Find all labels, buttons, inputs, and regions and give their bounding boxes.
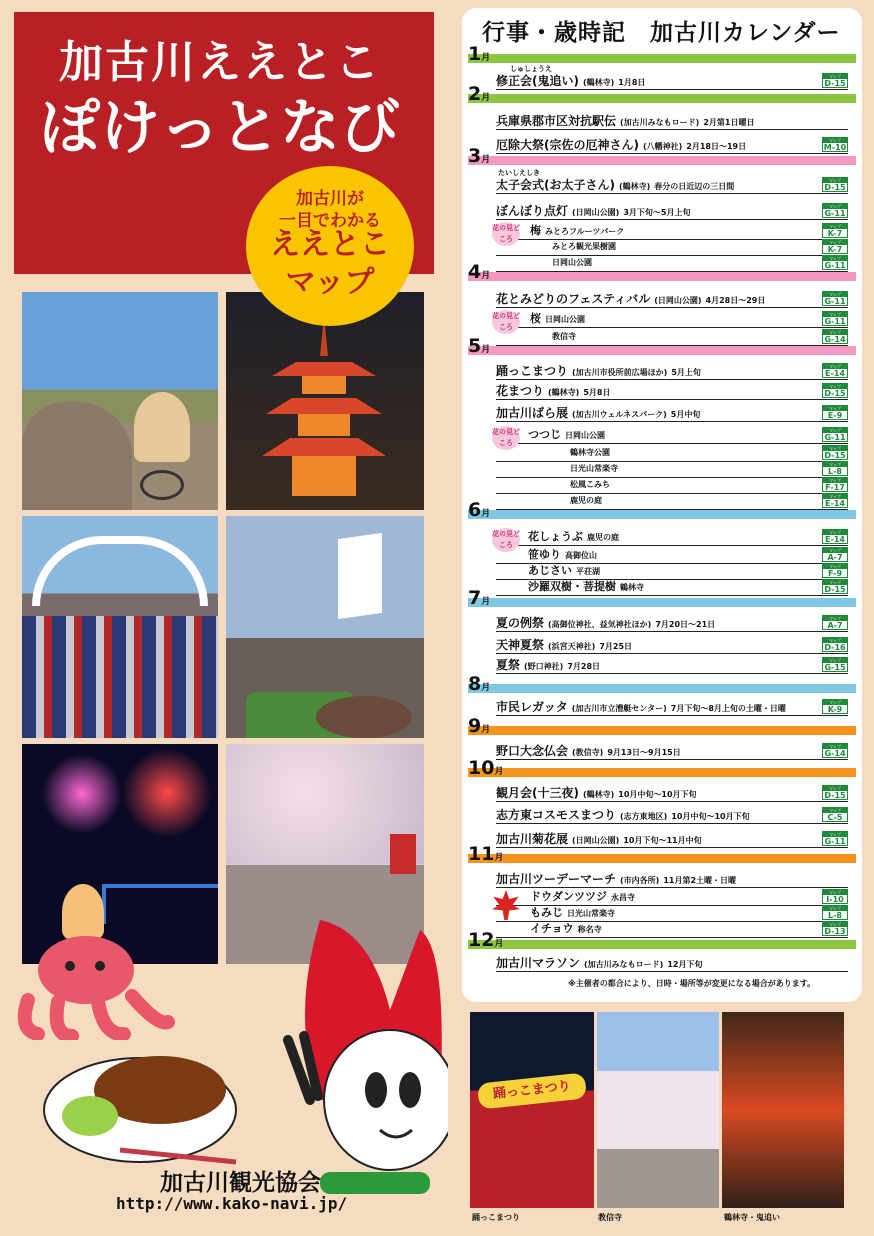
event-place: (日岡山公園): [572, 836, 620, 845]
organization-name: 加古川観光協会: [160, 1170, 321, 1196]
bicycle-icon: [140, 470, 184, 500]
map-badge-text: 加古川が 一目でわかる: [279, 189, 381, 231]
runners-crowd: [22, 616, 218, 738]
month-label-jul: 7月: [468, 587, 491, 609]
event-underline: [496, 715, 848, 716]
event-underline: [496, 673, 848, 674]
event-place: (鶴林寺): [548, 388, 580, 397]
event-date: 11月第2土曜・日曜: [663, 876, 737, 885]
map-reference-badge[interactable]: マップ A-7: [822, 547, 848, 562]
month-bar-sep: [468, 726, 856, 735]
event-date: 12月下旬: [667, 960, 703, 969]
festival-banner: 踊っこまつり: [477, 1072, 587, 1109]
event-underline: [496, 595, 848, 596]
event-row: [548, 256, 592, 270]
event-name: 加古川ツーデーマーチ: [496, 872, 617, 886]
event-place: 鹿児の庭: [587, 533, 619, 542]
event-underline: [496, 493, 848, 494]
flower-viewing-tag: 花の見どころ: [492, 426, 520, 450]
event-row: [566, 494, 602, 508]
month-bar-aug: [468, 684, 856, 693]
map-reference-badge[interactable]: マップ L-8: [822, 461, 848, 476]
event-place: 鶴林寺: [620, 583, 644, 592]
map-reference-badge[interactable]: マップ D-15: [822, 177, 848, 192]
event-name: 夏祭: [496, 658, 521, 672]
event-underline: [496, 653, 848, 654]
map-reference-badge[interactable]: マップ E-14: [822, 493, 848, 508]
event-place: (加古川みなもロード): [584, 960, 664, 969]
event-place: (野口神社): [524, 662, 564, 671]
event-row: [496, 832, 702, 848]
map-reference-badge[interactable]: マップ F-17: [822, 477, 848, 492]
website-link[interactable]: http://www.kako-navi.jp/: [116, 1194, 348, 1213]
march-flag: [338, 533, 382, 619]
event-row: [496, 406, 700, 422]
event-name: 志方東コスモスまつり: [496, 808, 617, 822]
title-line2: ぽけっとなび: [40, 93, 400, 163]
map-reference-badge[interactable]: マップ G-11: [822, 255, 848, 270]
event-place: (鶴林寺): [582, 78, 615, 87]
event-name: 加古川菊花展: [496, 832, 569, 846]
event-name: 花まつり: [496, 384, 545, 398]
event-underline: [496, 345, 848, 346]
map-reference-badge[interactable]: マップ G-11: [822, 291, 848, 306]
event-name: つつじ: [528, 428, 561, 441]
month-label-jun: 6月: [468, 499, 491, 521]
flower-viewing-tag: 花の見どころ: [492, 222, 520, 246]
ruby-taishi: たいしえしき: [498, 169, 540, 177]
event-underline: [496, 219, 848, 220]
event-row: [496, 700, 786, 716]
event-name: 踊っこまつり: [496, 364, 569, 378]
event-row: [528, 548, 597, 563]
event-row: [496, 638, 632, 654]
event-underline: [496, 461, 848, 462]
event-row: [566, 478, 610, 492]
event-name: 沙羅双樹・菩提樹: [528, 580, 616, 593]
map-reference-badge[interactable]: マップ F-9: [822, 563, 848, 578]
event-place: (日岡山公園): [572, 208, 620, 217]
event-place: 高御位山: [565, 551, 597, 560]
event-place: 鹿児の庭: [570, 496, 602, 505]
event-underline: [496, 153, 848, 154]
event-row: [496, 786, 697, 802]
event-date: 2月第1日曜日: [703, 118, 755, 127]
month-bar-oct: [468, 768, 856, 777]
event-underline: [496, 271, 848, 272]
map-reference-badge[interactable]: マップ G-15: [822, 657, 848, 672]
flower-viewing-tag: 花の見どころ: [492, 310, 520, 334]
event-place: (浜宮天神社): [548, 642, 596, 651]
event-row: [528, 580, 644, 595]
event-underline: [496, 759, 848, 760]
map-reference-badge[interactable]: マップ G-11: [822, 203, 848, 218]
event-date: 5月上旬: [671, 368, 701, 377]
map-reference-badge[interactable]: マップ L-8: [822, 905, 848, 920]
mascot-character: [280, 900, 448, 1200]
flower-viewing-tag: 花の見どころ: [492, 528, 520, 552]
map-reference-badge[interactable]: マップ G-11: [822, 427, 848, 442]
rock-shape: [22, 402, 132, 510]
event-place: 日光山常楽寺: [567, 909, 615, 918]
event-place: 平荘湖: [576, 567, 600, 576]
event-row: [528, 564, 600, 579]
event-name: イチョウ: [530, 922, 574, 935]
event-name: 加古川ばら展: [496, 406, 569, 420]
event-name: 太子会式(お太子さん): [496, 178, 615, 192]
event-date: 10月中旬～10月下旬: [618, 790, 697, 799]
event-date: 2月18日～19日: [686, 142, 747, 151]
event-underline: [496, 129, 848, 130]
map-reference-badge[interactable]: マップ E-14: [822, 363, 848, 378]
event-row: [530, 890, 635, 905]
map-reference-badge[interactable]: マップ D-15: [822, 73, 848, 88]
event-underline: [496, 307, 848, 308]
event-name: 野口大念仏会: [496, 744, 569, 758]
event-row: [496, 178, 734, 194]
curry-plate-illustration: [40, 1030, 250, 1180]
event-row: [530, 906, 615, 921]
photo-marathon: [22, 516, 218, 738]
caption-photo-2: 教信寺: [598, 1213, 622, 1222]
event-place: 日光山常楽寺: [570, 464, 618, 473]
event-name: 夏の例祭: [496, 616, 545, 630]
month-bar-jun: [468, 510, 856, 519]
map-reference-badge[interactable]: マップ K-7: [822, 223, 848, 238]
event-date: 10月中旬～10月下旬: [671, 812, 750, 821]
firework-burst: [42, 754, 122, 834]
photo-odorikko-festival: [470, 1012, 594, 1208]
event-underline: [496, 443, 848, 444]
photo-kyoshinji: [597, 1012, 719, 1208]
event-place: みとろフルーツパーク: [545, 227, 625, 236]
event-underline: [496, 89, 848, 90]
hiker-illustration: [134, 392, 190, 462]
event-name: 梅: [530, 224, 541, 237]
event-name: ドウダンツツジ: [530, 890, 607, 903]
event-date: 5月中旬: [670, 410, 701, 419]
map-reference-badge[interactable]: マップ G-14: [822, 743, 848, 758]
event-place: (八幡神社): [642, 142, 683, 151]
event-underline: [496, 823, 848, 824]
map-reference-badge[interactable]: マップ E-9: [822, 405, 848, 420]
event-name: ぼんぼり点灯: [496, 204, 569, 218]
map-reference-badge[interactable]: マップ K-7: [822, 239, 848, 254]
map-reference-badge[interactable]: マップ G-11: [822, 311, 848, 326]
event-underline: [496, 847, 848, 848]
event-underline: [496, 971, 848, 972]
event-row: [528, 428, 605, 443]
photo-kakurinji-onioi: [722, 1012, 844, 1208]
event-row: [496, 114, 754, 130]
event-row: [496, 956, 702, 972]
caption-photo-3: 鶴林寺・鬼追い: [724, 1213, 780, 1222]
event-place: 日岡山公園: [545, 315, 585, 324]
map-reference-badge[interactable]: マップ K-9: [822, 699, 848, 714]
map-reference-badge[interactable]: マップ A-7: [822, 615, 848, 630]
map-reference-badge[interactable]: マップ G-14: [822, 329, 848, 344]
calendar-note: ※主催者の都合により、日時・場所等が変更になる場合があります。: [568, 979, 816, 988]
event-place: 称名寺: [577, 925, 602, 934]
map-badge-title: ええとこ マップ: [270, 227, 390, 300]
event-underline: [496, 193, 848, 194]
event-date: 3月下旬～5月上旬: [623, 208, 691, 217]
lantern-icon: [390, 834, 416, 874]
event-date: 10月下旬～11月中旬: [623, 836, 702, 845]
event-row: [496, 808, 750, 824]
event-date: 7月28日: [567, 662, 601, 671]
event-place: 日岡山公園: [552, 258, 592, 267]
event-row: [566, 446, 610, 460]
event-place: 永昌寺: [611, 893, 635, 902]
octopus-mascot: [8, 930, 178, 1040]
event-name: 笹ゆり: [528, 548, 561, 561]
event-place: (教信寺): [572, 748, 604, 757]
month-label-apr: 4月: [468, 261, 491, 283]
photo-hill-view: [22, 292, 218, 510]
map-reference-badge[interactable]: マップ D-16: [822, 637, 848, 652]
map-reference-badge[interactable]: マップ D-15: [822, 579, 848, 594]
month-bar-jan: [468, 54, 856, 63]
event-row: [528, 530, 619, 545]
map-reference-badge[interactable]: マップ D-15: [822, 383, 848, 398]
event-row: [496, 744, 681, 760]
event-row: [496, 384, 610, 400]
event-name: 兵庫県郡市区対抗駅伝: [496, 114, 617, 128]
event-name: もみじ: [530, 906, 563, 919]
event-underline: [496, 801, 848, 802]
event-date: 1月8日: [618, 78, 646, 87]
event-underline: [496, 379, 848, 380]
month-bar-nov: [468, 854, 856, 863]
map-reference-badge[interactable]: マップ I-10: [822, 889, 848, 904]
pagoda-illustration: [262, 316, 386, 506]
event-place: みとろ観光果樹園: [552, 242, 616, 251]
event-date: 7月下旬～8月上旬の土曜・日曜: [670, 704, 786, 713]
month-label-aug: 8月: [468, 673, 491, 695]
event-row: [566, 462, 618, 476]
month-label-dec: 12月: [468, 929, 504, 951]
month-label-jan: 1月: [468, 43, 491, 65]
event-date: 7月25日: [599, 642, 633, 651]
calendar-title: 行事・歳時記 加古川カレンダー: [482, 20, 841, 46]
event-place: 日岡山公園: [565, 431, 605, 440]
event-underline: [496, 327, 848, 328]
month-bar-apr: [468, 272, 856, 281]
event-place: 松風こみち: [570, 480, 610, 489]
event-name: 観月会(十三夜): [496, 786, 579, 800]
event-row: [496, 872, 736, 888]
firework-burst: [122, 748, 212, 838]
event-underline: [496, 937, 848, 938]
event-place: (加古川市立漕艇センター): [571, 704, 667, 713]
bridge-illustration: [102, 884, 218, 924]
event-place: (志方東地区): [620, 812, 668, 821]
event-name: 桜: [530, 312, 541, 325]
event-row: [530, 224, 624, 239]
month-bar-jul: [468, 598, 856, 607]
event-place: (鶴林寺): [618, 182, 651, 191]
event-underline: [496, 545, 848, 546]
event-row: [496, 292, 765, 308]
month-bar-dec: [468, 940, 856, 949]
event-place: (市内各所): [620, 876, 660, 885]
event-row: [496, 138, 746, 154]
event-underline: [496, 477, 848, 478]
event-place: 鶴林寺公園: [570, 448, 610, 457]
marathon-arch: [32, 536, 208, 606]
boar-illustration: [316, 696, 412, 738]
month-label-feb: 2月: [468, 83, 491, 105]
event-name: 修正会(鬼追い): [496, 74, 579, 88]
month-label-nov: 11月: [468, 843, 504, 865]
photo-two-day-march: [226, 516, 424, 738]
event-row: [496, 204, 690, 220]
caption-photo-1: 踊っこまつり: [472, 1213, 520, 1222]
event-date: 5月8日: [583, 388, 611, 397]
month-label-mar: 3月: [468, 145, 491, 167]
event-name: 加古川マラソン: [496, 956, 581, 970]
event-row: [530, 922, 602, 937]
month-label-may: 5月: [468, 335, 491, 357]
event-name: 厄除大祭(宗佐の厄神さん): [496, 138, 639, 152]
event-place: (加古川ウェルネスパーク): [572, 410, 667, 419]
event-row: [548, 240, 616, 254]
event-date: 4月28日～29日: [705, 296, 766, 305]
event-date: 春分の日近辺の三日間: [654, 182, 735, 191]
event-row: [496, 658, 600, 674]
event-underline: [496, 631, 848, 632]
event-place: (鶴林寺): [582, 790, 615, 799]
map-reference-badge[interactable]: マップ D-15: [822, 785, 848, 800]
event-place: (加古川市役所前広場ほか): [572, 368, 668, 377]
event-row: [548, 330, 576, 344]
event-row: [496, 616, 715, 632]
event-row: [530, 312, 585, 327]
month-bar-feb: [468, 94, 856, 103]
ruby-shushoue: しゅしょうえ: [510, 65, 552, 73]
event-underline: [496, 421, 848, 422]
map-reference-badge[interactable]: マップ E-14: [822, 529, 848, 544]
month-label-oct: 10月: [468, 757, 504, 779]
event-name: 市民レガッタ: [496, 700, 568, 714]
map-reference-badge[interactable]: マップ G-11: [822, 831, 848, 846]
event-place: (加古川みなもロード): [620, 118, 700, 127]
event-underline: [496, 509, 848, 510]
event-row: [496, 74, 645, 90]
map-reference-badge[interactable]: マップ M-10: [823, 138, 847, 152]
event-date: 7月20日～21日: [655, 620, 716, 629]
month-label-sep: 9月: [468, 715, 491, 737]
event-row: [496, 364, 701, 380]
event-place: 教信寺: [552, 332, 576, 341]
event-underline: [496, 887, 848, 888]
event-date: 9月13日～9月15日: [607, 748, 681, 757]
map-reference-badge[interactable]: マップ C-5: [822, 807, 848, 822]
month-bar-mar: [468, 156, 856, 165]
map-reference-badge[interactable]: マップ D-13: [822, 921, 848, 936]
event-place: (高御位神社、益気神社ほか): [548, 620, 652, 629]
event-underline: [496, 399, 848, 400]
event-name: 花とみどりのフェスティバル: [496, 292, 651, 306]
event-name: 天神夏祭: [496, 638, 545, 652]
event-place: (日岡山公園): [654, 296, 702, 305]
month-bar-may: [468, 346, 856, 355]
event-name: あじさい: [528, 564, 572, 577]
event-name: 花しょうぶ: [528, 530, 583, 543]
map-reference-badge[interactable]: マップ D-15: [822, 445, 848, 460]
title-line1: 加古川ええとこ: [59, 37, 381, 88]
